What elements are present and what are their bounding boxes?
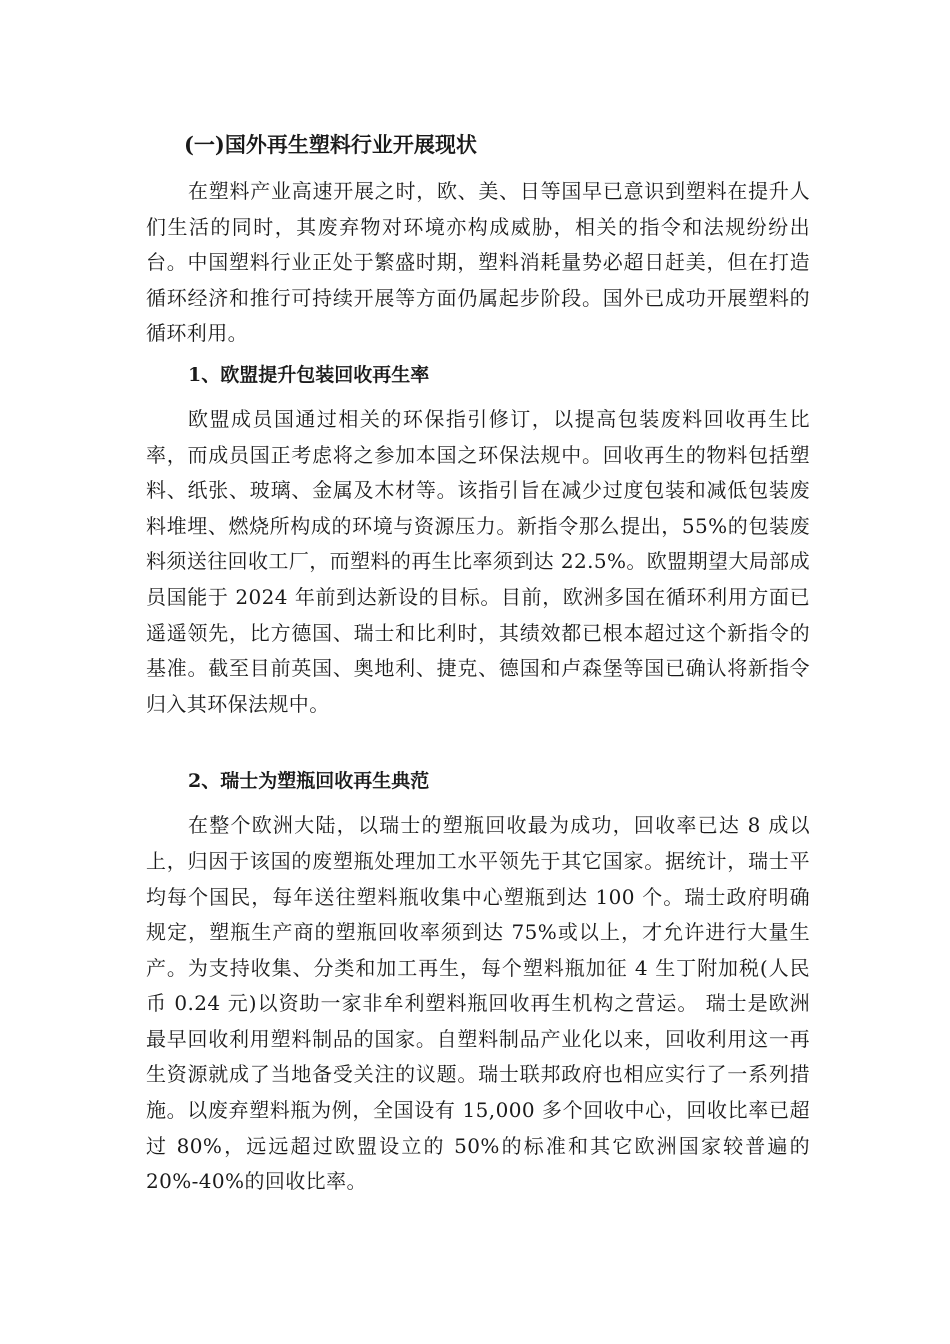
intro-paragraph: 在塑料产业高速开展之时，欧、美、日等国早已意识到塑料在提升人们生活的同时，其废弃物对环境亦构成威胁，相关的指令和法规纷纷出台。中国塑料行业正处于繁盛时期，塑料消耗量势必超日赶美，但在打造循环经济和推行可持续开展等方面仍属起步阶段。国外已成功开展塑料的循环利用。 (146, 179, 810, 346)
subsection-1-paragraph: 欧盟成员国通过相关的环保指引修订，以提高包装废料回收再生比率，而成员国正考虑将之参加本国之环保法规中。回收再生的物料包括塑料、纸张、玻璃、金属及木材等。该指引旨在减少过度包装和减低包装废料堆埋、燃烧所构成的环境与资源压力。新指令那么提出，55%的包装废料须送往回收工厂，而塑料的再生比率须到达 22.5%。欧盟期望大局部成员国能于 2024 年前到达新设的目标。目前，欧洲多国在循环利用方面已遥遥领先，比方德国、瑞士和比利时，其绩效都已根本超过这个新指令的基准。截至目前英国、奥地利、捷克、德国和卢森堡等国已确认将新指令归入其环保法规中。 (146, 406, 810, 716)
subsection-1-title: 1、欧盟提升包装回收再生率 (188, 363, 430, 386)
section-title: (一)国外再生塑料行业开展现状 (184, 132, 477, 157)
blank-line (146, 722, 810, 758)
subsection-2-paragraph: 在整个欧洲大陆，以瑞士的塑瓶回收最为成功，回收率已达 8 成以上，归因于该国的废塑瓶处理加工水平领先于其它国家。据统计，瑞士平均每个国民，每年送往塑料瓶收集中心塑瓶到达 100 个。瑞士政府明确规定，塑瓶生产商的塑瓶回收率须到达 75%或以上，才允许进行大量生产。为支持收集、分类和加工再生，每个塑料瓶加征 4 生丁附加税(人民币 0.24 元)以资助一家非牟利塑料瓶回收再生机构之营运。 瑞士是欧洲最早回收利用塑料制品的国家。自塑料制品产业化以来，回收利用这一再生资源就成了当地备受关注的议题。瑞士联邦政府也相应实行了一系列措施。以废弃塑料瓶为例，全国设有 15,000 多个回收中心，回收比率已超过 80%，远远超过欧盟设立的 50%的标准和其它欧洲国家较普遍的 20%-40%的回收比率。 (146, 813, 810, 1194)
document-page (146, 128, 810, 1200)
subsection-2-title: 2、瑞士为塑瓶回收再生典范 (188, 770, 430, 793)
